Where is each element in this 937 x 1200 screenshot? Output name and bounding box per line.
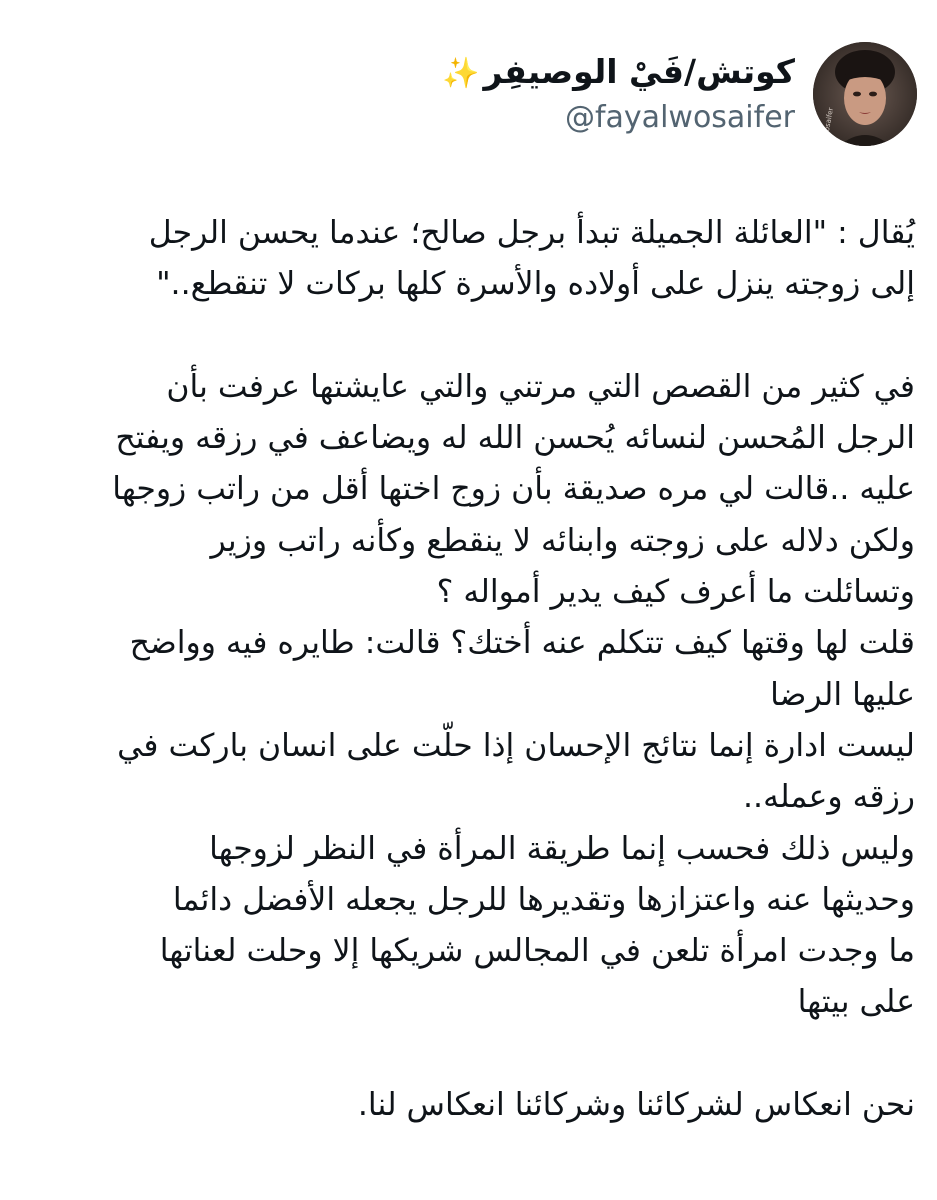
tweet-line: رزقه وعمله.. bbox=[743, 779, 915, 816]
tweet-line: ولكن دلاله على زوجته وابنائه لا ينقطع وكأنه راتب وزير bbox=[210, 522, 915, 559]
tweet-line: عليه ..قالت لي مره صديقة بأن زوج اختها أقل من راتب زوجها bbox=[112, 471, 915, 508]
tweet-line: إلى زوجته ينزل على أولاده والأسرة كلها بركات لا تنقطع.." bbox=[156, 266, 915, 303]
tweet-text bbox=[22, 208, 915, 1131]
tweet-line: في كثير من القصص التي مرتني والتي عايشتها عرفت بأن bbox=[166, 368, 915, 405]
tweet-line: الرجل المُحسن لنسائه يُحسن الله له ويضاعف في رزقه ويفتح bbox=[115, 420, 915, 457]
sparkles-icon: ✨ bbox=[442, 56, 480, 91]
tweet-line: يُقال : "العائلة الجميلة تبدأ برجل صالح؛ عندما يحسن الرجل bbox=[148, 215, 915, 251]
tweet-line: قلت لها وقتها كيف تتكلم عنه أختك؟ قالت: طايره فيه وواضح bbox=[129, 625, 915, 662]
author-names bbox=[442, 50, 795, 140]
tweet-line: نحن انعكاس لشركائنا وشركائنا انعكاس لنا. bbox=[357, 1087, 915, 1124]
avatar-photo bbox=[813, 42, 917, 146]
avatar[interactable] bbox=[813, 42, 917, 146]
tweet-blank-line bbox=[22, 311, 915, 362]
tweet-line: وتسائلت ما أعرف كيف يدير أمواله ؟ bbox=[436, 574, 915, 611]
tweet-line: ما وجدت امرأة تلعن في المجالس شريكها إلا وحلت لعناتها bbox=[159, 933, 915, 970]
tweet-line: وحديثها عنه واعتزازها وتقديرها للرجل يجعله الأفضل دائما bbox=[172, 881, 915, 918]
tweet-header bbox=[20, 42, 917, 152]
author-handle[interactable]: @fayalwosaifer bbox=[564, 100, 795, 135]
display-name-text: كوتش/فَيْ الوصيفِر bbox=[483, 52, 795, 91]
avatar-watermark: alwosaifer bbox=[820, 106, 835, 144]
author-display-name[interactable] bbox=[442, 50, 795, 96]
tweet-line: على بيتها bbox=[797, 984, 915, 1021]
tweet-line: وليس ذلك فحسب إنما طريقة المرأة في النظر لزوجها bbox=[209, 830, 915, 867]
tweet-line: عليها الرضا bbox=[770, 676, 915, 713]
tweet-line: ليست ادارة إنما نتائج الإحسان إذا حلّت على انسان باركت في bbox=[117, 727, 915, 764]
tweet-blank-line bbox=[22, 1029, 915, 1080]
